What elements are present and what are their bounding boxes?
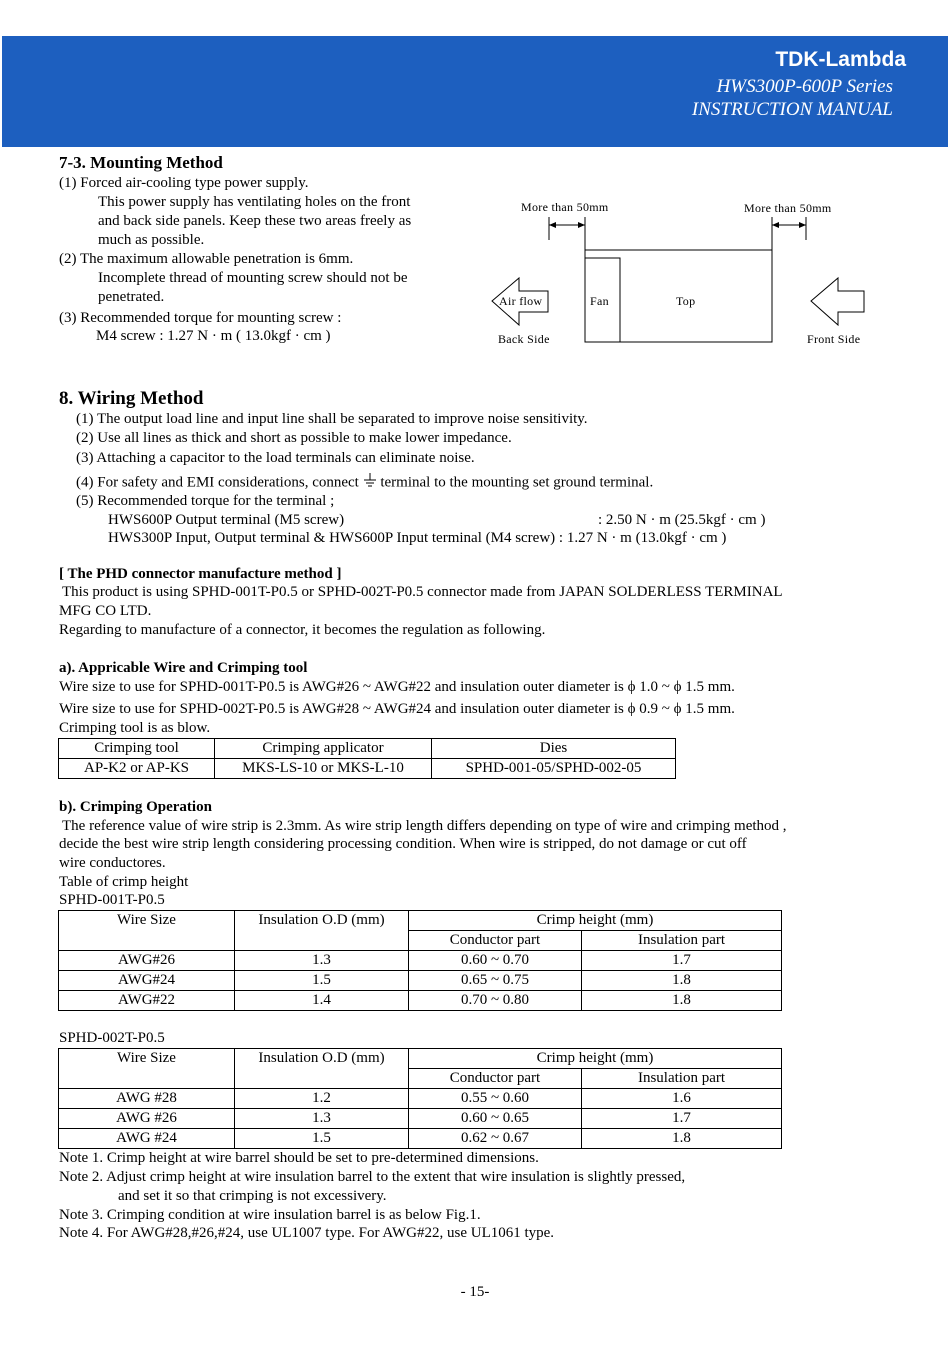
note-2-cont: and set it so that crimping is not excessivery. [118,1188,387,1204]
brand-logo: TDK-Lambda [775,48,906,71]
table-cell: AWG#26 [59,951,235,971]
section-b-line: wire conductores. [59,855,166,871]
table-header-cell: Conductor part [409,931,582,951]
table-cell: AWG#22 [59,991,235,1011]
airflow-label: Air flow [499,294,543,308]
crimp-height-table-002 [58,1048,782,1149]
table-header-cell: Crimp height (mm) [409,911,782,931]
table-1-label: SPHD-001T-P0.5 [59,892,165,908]
table-row [59,759,676,779]
table-header-row [59,739,676,759]
table-header-cell: Wire Size [59,911,235,951]
section-b-title: b). Crimping Operation [59,799,212,815]
table-row [59,971,782,991]
table-cell: 1.3 [235,951,409,971]
wiring-line: (5) Recommended torque for the terminal ; [76,493,335,509]
section-b-line: The reference value of wire strip is 2.3mm. As wire strip length differs depending on type of wire and crimping method , [62,818,787,834]
note-4: Note 4. For AWG#28,#26,#24, use UL1007 type. For AWG#22, use UL1061 type. [59,1225,555,1241]
table-cell: 1.7 [582,951,782,971]
table-header-row [59,911,782,931]
table-row [59,1089,782,1109]
back-side-label: Back Side [498,332,550,346]
top-label: Top [676,294,696,308]
table-cell: AWG #24 [59,1129,235,1149]
table-cell: 1.6 [582,1089,782,1109]
table-header-cell: Insulation O.D (mm) [235,911,409,951]
section-a-line: Wire size to use for SPHD-002T-P0.5 is AWG#28 ~ AWG#24 and insulation outer diameter is ϕ 0.9 ~ ϕ 1.5 mm. [59,701,735,717]
mounting-line: This power supply has ventilating holes on the front [98,194,411,210]
ground-symbol-icon [363,473,377,493]
table-cell: 1.8 [582,1129,782,1149]
mounting-line: (3) Recommended torque for mounting screw : [59,310,342,326]
section-b-line: decide the best wire strip length considering processing condition. When wire is stripped, do not damage or cut off [59,836,747,852]
table-header-cell: Dies [432,739,676,759]
table-cell: 1.8 [582,971,782,991]
table-cell: 1.4 [235,991,409,1011]
fan-label: Fan [590,294,609,308]
wiring-line [76,473,653,493]
table-2-label: SPHD-002T-P0.5 [59,1030,165,1046]
wiring-line-part: (4) For safety and EMI considerations, connect [76,474,359,491]
note-2: Note 2. Adjust crimp height at wire insulation barrel to the extent that wire insulation is slightly pressed, [59,1169,686,1185]
table-header-cell: Crimping tool [59,739,215,759]
wiring-line: HWS600P Output terminal (M5 screw) [108,512,345,528]
mounting-title: 7-3. Mounting Method [59,153,223,172]
phd-line: Regarding to manufacture of a connector, it becomes the regulation as following. [59,622,546,638]
table-header-cell: Conductor part [409,1069,582,1089]
table-cell: SPHD-001-05/SPHD-002-05 [432,759,676,779]
table-header-cell: Insulation part [582,1069,782,1089]
wiring-line: : 2.50 N · m (25.5kgf · cm ) [598,512,766,528]
table-cell: AWG #28 [59,1089,235,1109]
table-cell: AP-K2 or AP-KS [59,759,215,779]
page-number: - 15- [460,1284,490,1300]
manual-title: INSTRUCTION MANUAL [691,99,893,120]
table-cell: 1.5 [235,1129,409,1149]
mounting-line: Incomplete thread of mounting screw should not be [98,270,408,286]
diagram-lines [488,195,878,355]
dimension-label-left: More than 50mm [521,200,609,214]
mounting-line: and back side panels. Keep these two areas freely as [98,213,412,229]
section-b-line: Table of crimp height [59,874,189,890]
table-cell: 1.8 [582,991,782,1011]
mounting-diagram [488,195,878,355]
wiring-line: HWS300P Input, Output terminal & HWS600P Input terminal (M4 screw) : 1.27 N · m (13.0kgf · cm ) [108,530,727,546]
note-1: Note 1. Crimp height at wire barrel should be set to pre-determined dimensions. [59,1150,539,1166]
wiring-line: (2) Use all lines as thick and short as possible to make lower impedance. [76,430,512,446]
phd-line: MFG CO LTD. [59,603,152,619]
section-a-line: Wire size to use for SPHD-001T-P0.5 is AWG#26 ~ AWG#22 and insulation outer diameter is ϕ 1.0 ~ ϕ 1.5 mm. [59,679,735,695]
mounting-line: penetrated. [98,289,165,305]
table-cell: 1.7 [582,1109,782,1129]
table-cell: 0.55 ~ 0.60 [409,1089,582,1109]
table-cell: 1.2 [235,1089,409,1109]
wiring-title: 8. Wiring Method [59,388,204,409]
table-cell: 0.62 ~ 0.67 [409,1129,582,1149]
wiring-line-part: terminal to the mounting set ground terminal. [380,474,654,491]
crimp-height-table-001 [58,910,782,1011]
phd-line: This product is using SPHD-001T-P0.5 or SPHD-002T-P0.5 connector made from JAPAN SOLDERLESS TERMINAL [62,584,783,600]
section-a-title: a). Appricable Wire and Crimping tool [59,660,308,676]
crimping-tool-table [58,738,676,779]
mounting-line: (1) Forced air-cooling type power supply. [59,175,309,191]
table-row [59,1109,782,1129]
table-header-cell: Crimp height (mm) [409,1049,782,1069]
section-a-line: Crimping tool is as blow. [59,720,211,736]
table-header-cell: Insulation part [582,931,782,951]
table-header-cell: Wire Size [59,1049,235,1089]
note-3: Note 3. Crimping condition at wire insulation barrel is as below Fig.1. [59,1207,481,1223]
mounting-line: much as possible. [98,232,205,248]
table-header-row [59,1049,782,1069]
mounting-line: M4 screw : 1.27 N · m ( 13.0kgf · cm ) [96,328,331,344]
table-cell: MKS-LS-10 or MKS-L-10 [215,759,432,779]
mounting-line: (2) The maximum allowable penetration is 6mm. [59,251,354,267]
wiring-line: (1) The output load line and input line shall be separated to improve noise sensitivity. [76,411,588,427]
header-banner [2,36,948,147]
dimension-label-right: More than 50mm [744,201,832,215]
table-cell: 1.3 [235,1109,409,1129]
table-cell: 0.70 ~ 0.80 [409,991,582,1011]
wiring-line: (3) Attaching a capacitor to the load terminals can eliminate noise. [76,450,475,466]
front-side-label: Front Side [807,332,861,346]
table-cell: 0.60 ~ 0.70 [409,951,582,971]
table-cell: 1.5 [235,971,409,991]
table-cell: 0.65 ~ 0.75 [409,971,582,991]
series-title: HWS300P-600P Series [716,76,893,97]
table-cell: AWG #26 [59,1109,235,1129]
table-header-cell: Crimping applicator [215,739,432,759]
table-row [59,951,782,971]
phd-title: [ The PHD connector manufacture method ] [59,566,342,582]
table-cell: 0.60 ~ 0.65 [409,1109,582,1129]
table-row [59,1129,782,1149]
table-row [59,991,782,1011]
table-cell: AWG#24 [59,971,235,991]
table-header-cell: Insulation O.D (mm) [235,1049,409,1089]
